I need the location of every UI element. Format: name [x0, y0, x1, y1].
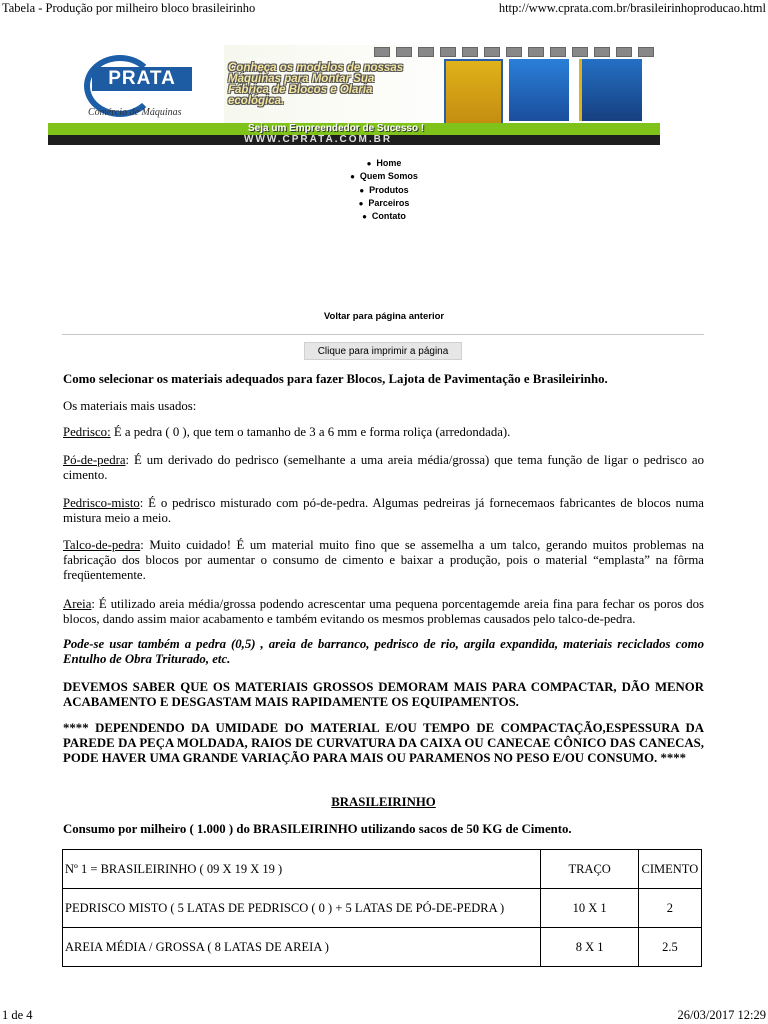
divider [62, 334, 704, 335]
bullet-icon: ● [359, 185, 365, 195]
warning-variation: **** DEPENDENDO DA UMIDADE DO MATERIAL E/OU TEMPO DE COMPACTAÇÃO,ESPESSURA DA PAREDE DA PEÇA MOLDADA, RAIOS DE CURVATURA DA CAIXA OU CANECAE CÔNICO DAS CANECAS, PODE HAVER UMA GRANDE VARIAÇÃO PARA MAIS OU PARAMENOS NO PESO E/OU CONSUMO. **** [63, 721, 704, 765]
promo-text: Conheça os modelos de nossas Máquinas para Montar Sua Fábrica de Blocos e Olaria ecológica. [228, 62, 404, 107]
main-nav [0, 157, 768, 223]
material-areia [63, 597, 704, 627]
promo-area [224, 45, 660, 123]
material-description: É a pedra ( 0 ), que tem o tamanho de 3 a 6 mm e forma roliça (arredondada). [110, 425, 511, 439]
table-cell: PEDRISCO MISTO ( 5 LATAS DE PEDRISCO ( 0 ) + 5 LATAS DE PÓ-DE-PEDRA ) [63, 889, 541, 928]
warning-materials: DEVEMOS SABER QUE OS MATERIAIS GROSSOS DEMORAM MAIS PARA COMPACTAR, DÃO MENOR ACABAMENTO E DESGASTAM MAIS RAPIDAMENTE OS EQUIPAMENTOS. [63, 680, 704, 709]
material-description: : É o pedrisco misturado com pó-de-pedra. Algumas pedreiras já fornecemaos fabricantes de blocos numa mistura meio a meio. [63, 496, 704, 525]
nav-label: Home [376, 158, 402, 168]
table-cell: 8 X 1 [541, 928, 638, 967]
nav-label: Quem Somos [359, 171, 418, 182]
material-talco-de-pedra [63, 538, 704, 583]
table-header-cell: Nº 1 = BRASILEIRINHO ( 09 X 19 X 19 ) [63, 850, 541, 889]
print-footer-datetime: 26/03/2017 12:29 [677, 1008, 766, 1022]
content-intro: Os materiais mais usados: [63, 399, 197, 413]
content-heading: Como selecionar os materiais adequados para fazer Blocos, Lajota de Pavimentação e Brasileirinho. [63, 372, 608, 386]
website-bar [48, 135, 660, 145]
print-header-url: http://www.cprata.com.br/brasileirinhoproducao.html [498, 1, 766, 15]
table-row [63, 889, 702, 928]
nav-item-produtos[interactable] [0, 184, 768, 197]
table-header-cell: CIMENTO [638, 850, 701, 889]
print-footer-page: 1 de 4 [2, 1008, 33, 1022]
bullet-icon: ● [358, 198, 364, 208]
table-cell: 2 [638, 889, 701, 928]
nav-label: Contato [371, 211, 406, 222]
table-row [63, 928, 702, 967]
material-description: : Muito cuidado! É um material muito fino que se assemelha a um talco, gerando muitos problemas na fabricação dos blocos por aumentar o consumo de cimento e baixar a produção, pois o material “emplasta” na fôrma freqüentemente. [63, 538, 704, 582]
section-title: BRASILEIRINHO [331, 795, 436, 809]
nav-item-parceiros[interactable] [0, 197, 768, 210]
nav-item-contato[interactable] [0, 210, 768, 223]
table-header-cell: TRAÇO [541, 850, 638, 889]
material-pedrisco [63, 425, 704, 440]
material-po-de-pedra [63, 453, 704, 483]
table-cell: AREIA MÉDIA / GROSSA ( 8 LATAS DE AREIA ) [63, 928, 541, 967]
consumption-heading: Consumo por milheiro ( 1.000 ) do BRASILEIRINHO utilizando sacos de 50 KG de Cimento. [63, 822, 572, 836]
consumption-table [62, 849, 702, 967]
italic-note: Pode-se usar também a pedra (0,5) , areia de barranco, pedrisco de rio, argila expandida, materiais reciclados como Entulho de Obra Triturado, etc. [63, 637, 704, 666]
bullet-icon: ● [362, 212, 367, 222]
material-term: Areia [63, 597, 92, 611]
material-term: Talco-de-pedra [63, 538, 141, 552]
nav-item-home[interactable] [0, 157, 768, 170]
bullet-icon: ● [366, 159, 372, 168]
logo [48, 45, 224, 123]
nav-item-quem-somos[interactable] [0, 170, 768, 183]
logo-subtitle: Comércio de Máquinas [88, 107, 182, 118]
material-term: Pó-de-pedra [63, 453, 126, 467]
logo-text: PRATA [92, 67, 192, 91]
table-cell: 10 X 1 [541, 889, 638, 928]
slogan-text: Seja um Empreendedor de Sucesso ! [248, 123, 425, 134]
material-term: Pedrisco: [63, 425, 111, 439]
machine-image-3 [579, 59, 642, 121]
website-text: WWW.CPRATA.COM.BR [244, 134, 393, 145]
back-link[interactable]: Voltar para página anterior [323, 311, 445, 322]
block-samples-image [374, 47, 654, 57]
material-description: : É utilizado areia média/grossa podendo acrescentar uma pequena porcentagemde areia fina para fechar os poros dos blocos, dando assim maior acabamento e também evitando os mesmos problemas causados pelo talco-de-pedra. [63, 597, 704, 626]
table-header-row [63, 850, 702, 889]
material-term: Pedrisco-misto [63, 496, 140, 510]
material-description: : É um derivado do pedrisco (semelhante a uma areia média/grossa) que tema função de ligar o pedrisco ao cimento. [63, 453, 704, 482]
machine-image-1 [444, 59, 503, 125]
site-banner[interactable] [48, 45, 660, 145]
print-header-title: Tabela - Produção por milheiro bloco brasileirinho [2, 1, 256, 15]
nav-label: Parceiros [368, 197, 410, 208]
table-cell: 2.5 [638, 928, 701, 967]
material-pedrisco-misto [63, 496, 704, 526]
nav-label: Produtos [369, 184, 409, 195]
machine-image-2 [509, 59, 569, 121]
print-button[interactable]: Clique para imprimir a página [304, 342, 462, 360]
bullet-icon: ● [350, 172, 355, 182]
